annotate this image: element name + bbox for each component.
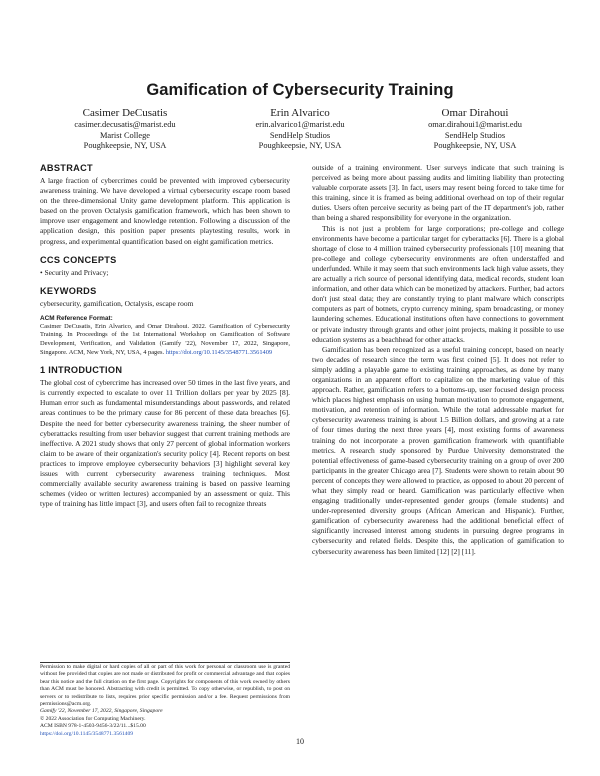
author-name: Casimer DeCusatis <box>82 107 168 119</box>
author-org: SendHelp Studios <box>444 130 506 140</box>
footnote-doi-link[interactable]: https://doi.org/10.1145/3548771.3561409 <box>40 730 134 737</box>
ccs-heading: CCS CONCEPTS <box>40 254 117 265</box>
permission-text: Permission to make digital or hard copies of all or part of this work for personal or classroom use is granted without fee provided that copies are not made or distributed for profit or commercial advantage and that copies bear this notice and the full citation on the first page. Copyrights for components of this work owned by others than ACM must be honored. Abstracting with credit is permitted. To copy otherwise, or republish, to post on servers or to redistribute to lists, requires prior specific permission and/or a fee. Request permissions from permissions@acm.org. <box>40 664 290 708</box>
keywords-heading: KEYWORDS <box>40 285 97 296</box>
author-3 <box>390 106 560 152</box>
author-email: erin.alvarico1@marist.edu <box>255 120 345 129</box>
introduction-heading: 1 INTRODUCTION <box>40 365 123 376</box>
abstract-heading: ABSTRACT <box>40 163 93 173</box>
right-paragraph-2: This is not just a problem for large corporations; pre-college and college environments have become a particular target for cyberattacks [6]. There is a global shortage of close to 4 million trained cybersecurity professionals [10] meaning that pre-college and college cybersecurity environments are often understaffed and underfunded. While it may seem that such environments lack high value assets, they are actually a rich source of personal identifying data, medical records, student loan information, and other data which can be monetized by attackers. Further, bad actors don't just steal data; they are constantly trying to plant malware which conscripts computers as part of botnets, crypto currency mining, spam broadcasting, or money laundering schemes. Educational institutions often have connections to government or private industry through grants and other joint projects, making it possible to use education systems as a beachhead for other attacks. <box>312 223 564 344</box>
right-column <box>312 163 564 557</box>
author-location: Poughkeepsie, NY, USA <box>433 141 517 151</box>
author-email: omar.dirahoui1@marist.edu <box>428 120 522 129</box>
ccs-item: • Security and Privacy; <box>40 267 109 277</box>
author-location: Poughkeepsie, NY, USA <box>258 141 342 151</box>
copyright-footnote <box>40 664 290 738</box>
author-1 <box>40 106 210 152</box>
copyright-line: © 2022 Association for Computing Machinery. <box>40 715 146 722</box>
author-2 <box>215 106 385 152</box>
isbn-line: ACM ISBN 978-1-4503-9456-3/22/11...$15.00 <box>40 723 146 730</box>
keywords-text: cybersecurity, gamification, Octalysis, escape room <box>40 298 194 308</box>
acm-reference-doi-link[interactable]: https://doi.org/10.1145/3548771.3561409 <box>165 348 273 356</box>
acm-reference-heading: ACM Reference Format: <box>40 314 113 322</box>
page-number: 10 <box>296 737 304 746</box>
introduction-paragraph-1: The global cost of cybercrime has increased over 50 times in the last five years, and is currently expected to escalate to over 11 Trillion dollars per year by 2025 [8]. Human error such as fundamental misunderstandings about passwords, and related areas continues to be the primary cause for 86 percent of these data breaches [6]. Despite the need for better cybersecurity awareness training, the sheer number of cyberattacks resulting from user behavior suggest that current training methods are ineffective. A 2021 study shows that only 27 percent of global information workers claim to be aware of their organization's security policy [4]. Recent reports on best practices to improve employee cybersecurity behaviors [3] highlight several key issues with current cybersecurity awareness training techniques. Most commercially available security awareness training is based on passive learning schemes (video or written lectures) accompanied by an assessment or quiz. This type of training has little impact [3], and users often fail to recognize threats <box>40 378 290 509</box>
conference-line: Gamify '22, November 17, 2022, Singapore, Singapore <box>40 708 163 715</box>
author-location: Poughkeepsie, NY, USA <box>83 141 167 151</box>
paper-title: Gamification of Cybersecurity Training <box>146 81 454 99</box>
abstract-text: A large fraction of cybercrimes could be prevented with improved cybersecurity awareness training. We have developed a virtual cybersecurity escape room based on the three-dimensional Unity game development platform. This application is based on the proven Octalysis gamification framework, which has been shown to improve user engagement and knowledge retention. Following a discussion of the application design, this position paper presents playtesting results, work in progress, and experimental quantification based on eight gamification metrics. <box>40 176 290 246</box>
author-name: Erin Alvarico <box>270 107 330 119</box>
left-column <box>40 163 290 509</box>
right-paragraph-1: outside of a training environment. User surveys indicate that such training is perceived as being more about passing audits and limiting liability than protecting valuable corporate assets [3]. In fact, users may resent being forced to take time for this training, since it is framed as being additional overhead on top of their regular duties. Users often perceive security as being part of the IT department's job, rather than being a shared responsibility for everyone in the organization. <box>312 163 564 223</box>
right-paragraph-3: Gamification has been recognized as a useful training concept, based on nearly two decades of research since the term was first coined [5]. It does not refer to simply adding a playable game to existing training approaches, as done by many organizations in an apparent effort to capitalize on the marketing value of this approach. Rather, gamification refers to a bottoms-up, user focused design process which places highest emphasis on using human motivation to promote engagement, motivation, and retention of information. While the total addressable market for cybersecurity awareness training is about 1.5 Billion dollars, and growing at a rate of four times during the next three years [4], most existing forms of awareness training do not incorporate a proven gamification framework with quantifiable metrics. A research study sponsored by Purdue University demonstrated the potential effectiveness of game-based cybersecurity training on a group of over 200 participants in the greater Chicago area [7]. Students were shown to retain about 90 percent of concepts they were allowed to practice, as opposed to about 20 percent of what they simply read or heard. Gamification was particularly effective when engaging traditionally under-represented gender groups (female students) and under-represented diversity groups (African American and Hispanic). Further, gamification of cybersecurity awareness had the additional beneficial effect of significantly increased interest among students in pursuing degree programs in cybersecurity and related fields. Despite this, the application of gamification to cybersecurity awareness has been limited [12] [2] [11]. <box>312 344 564 556</box>
footnote-rule <box>40 662 290 663</box>
author-org: Marist College <box>99 130 150 140</box>
author-org: SendHelp Studios <box>269 130 331 140</box>
author-name: Omar Dirahoui <box>441 107 509 119</box>
author-email: casimer.decusatis@marist.edu <box>74 120 176 129</box>
author-block <box>40 106 560 152</box>
acm-reference-text: Casimer DeCusatis, Erin Alvarico, and Omar Dirahoui. 2022. Gamification of Cybersecurity Training. In Proceedings of the 1st International Workshop on Gamification of Software Development, Verification, and Validation (Gamify '22), November 17, 2022, Singapore, Singapore. ACM, New York, NY, USA, 4 pages. https://doi.org/10.1145/3548771.3561409 <box>40 322 290 356</box>
